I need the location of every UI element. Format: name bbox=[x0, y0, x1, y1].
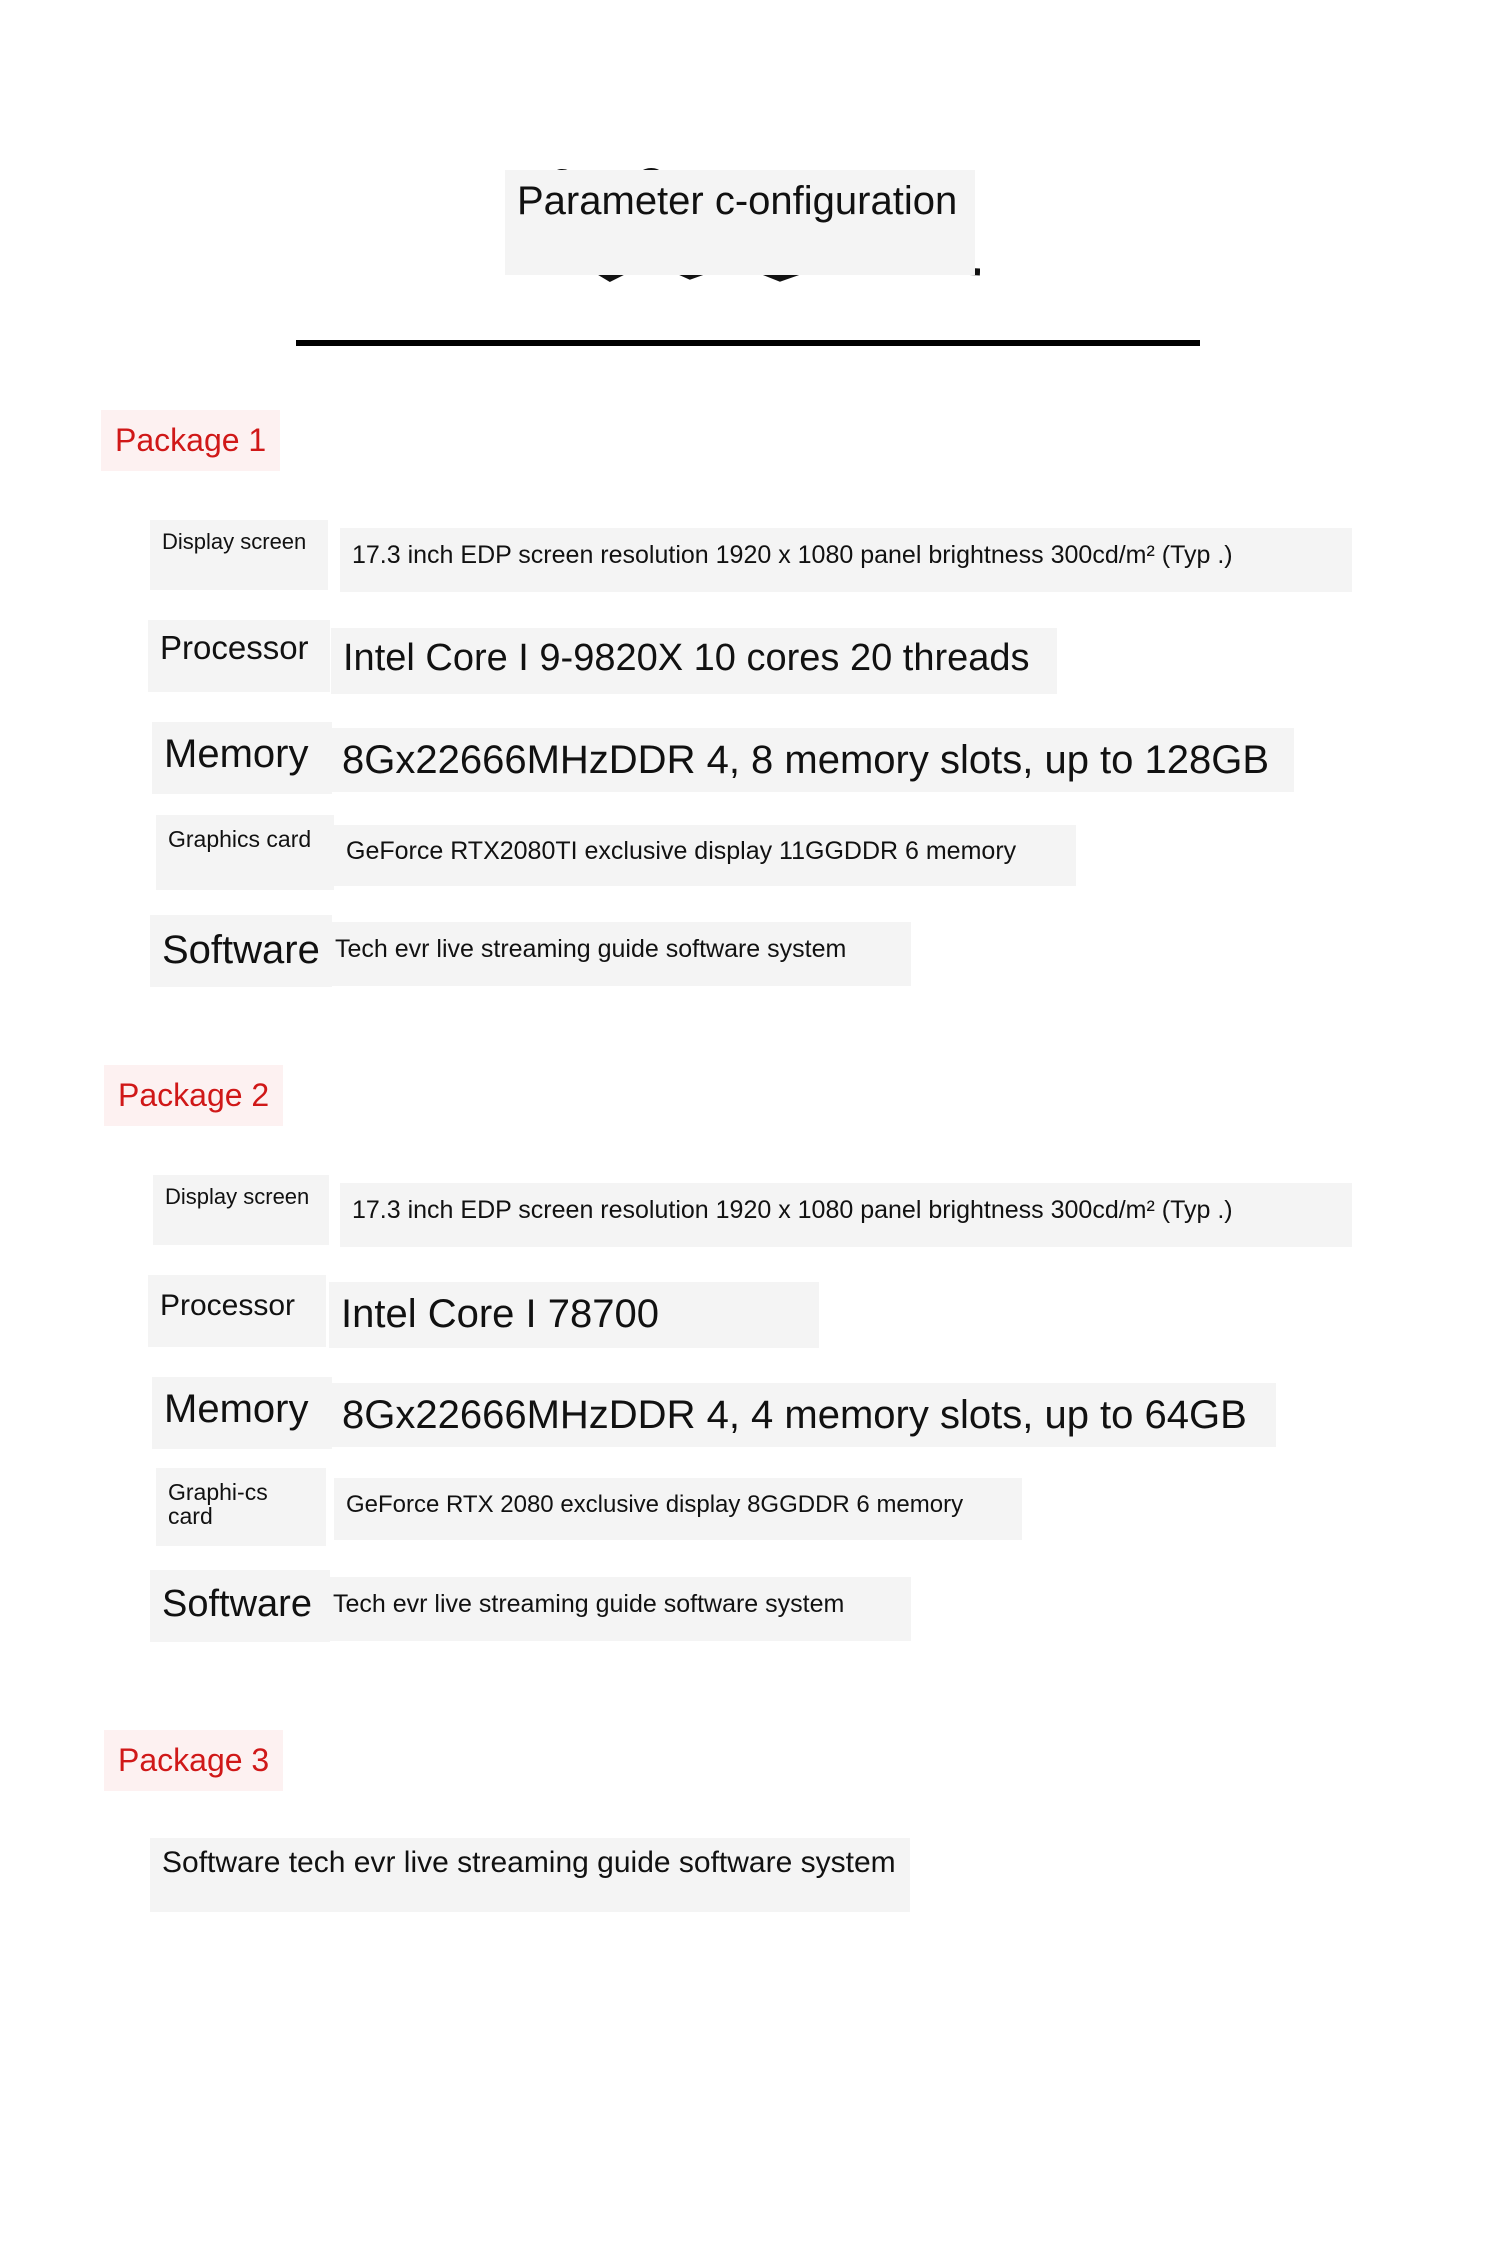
package-2-processor-value: Intel Core I 78700 bbox=[329, 1282, 819, 1348]
package-1-processor-value: Intel Core I 9-9820X 10 cores 20 threads bbox=[331, 628, 1057, 694]
package-1-software-label: Software bbox=[150, 915, 332, 987]
package-1-memory-label: Memory bbox=[152, 722, 332, 794]
package-2-display-label: Display screen bbox=[153, 1175, 329, 1245]
page-title: Parameter c-onfiguration bbox=[505, 170, 975, 275]
package-2-software-value: Tech evr live streaming guide software system bbox=[321, 1577, 911, 1641]
package-2-display-value: 17.3 inch EDP screen resolution 1920 x 1080 panel brightness 300cd/m² (Typ .) bbox=[340, 1183, 1352, 1247]
package-1-display-label: Display screen bbox=[150, 520, 328, 590]
package-1-graphics-value: GeForce RTX2080TI exclusive display 11GGDDR 6 memory bbox=[334, 825, 1076, 886]
package-1-processor-label: Processor bbox=[148, 620, 330, 692]
package-2-graphics-label: Graphi-cs card bbox=[156, 1468, 326, 1546]
package-1-heading: Package 1 bbox=[101, 410, 280, 471]
package-3-heading: Package 3 bbox=[104, 1730, 283, 1791]
package-1-memory-value: 8Gx22666MHzDDR 4, 8 memory slots, up to 128GB bbox=[330, 728, 1294, 792]
title-divider bbox=[296, 340, 1200, 346]
package-3-note: Software tech evr live streaming guide software system bbox=[150, 1838, 910, 1912]
package-2-heading: Package 2 bbox=[104, 1065, 283, 1126]
package-1-display-value: 17.3 inch EDP screen resolution 1920 x 1080 panel brightness 300cd/m² (Typ .) bbox=[340, 528, 1352, 592]
package-2-software-label: Software bbox=[150, 1570, 330, 1642]
package-1-software-value: Tech evr live streaming guide software system bbox=[323, 922, 911, 986]
package-2-memory-value: 8Gx22666MHzDDR 4, 4 memory slots, up to 64GB bbox=[330, 1383, 1276, 1447]
package-1-graphics-label: Graphics card bbox=[156, 815, 334, 890]
package-2-memory-label: Memory bbox=[152, 1377, 332, 1449]
package-2-processor-label: Processor bbox=[148, 1275, 326, 1347]
package-2-graphics-value: GeForce RTX 2080 exclusive display 8GGDDR 6 memory bbox=[334, 1478, 1022, 1540]
